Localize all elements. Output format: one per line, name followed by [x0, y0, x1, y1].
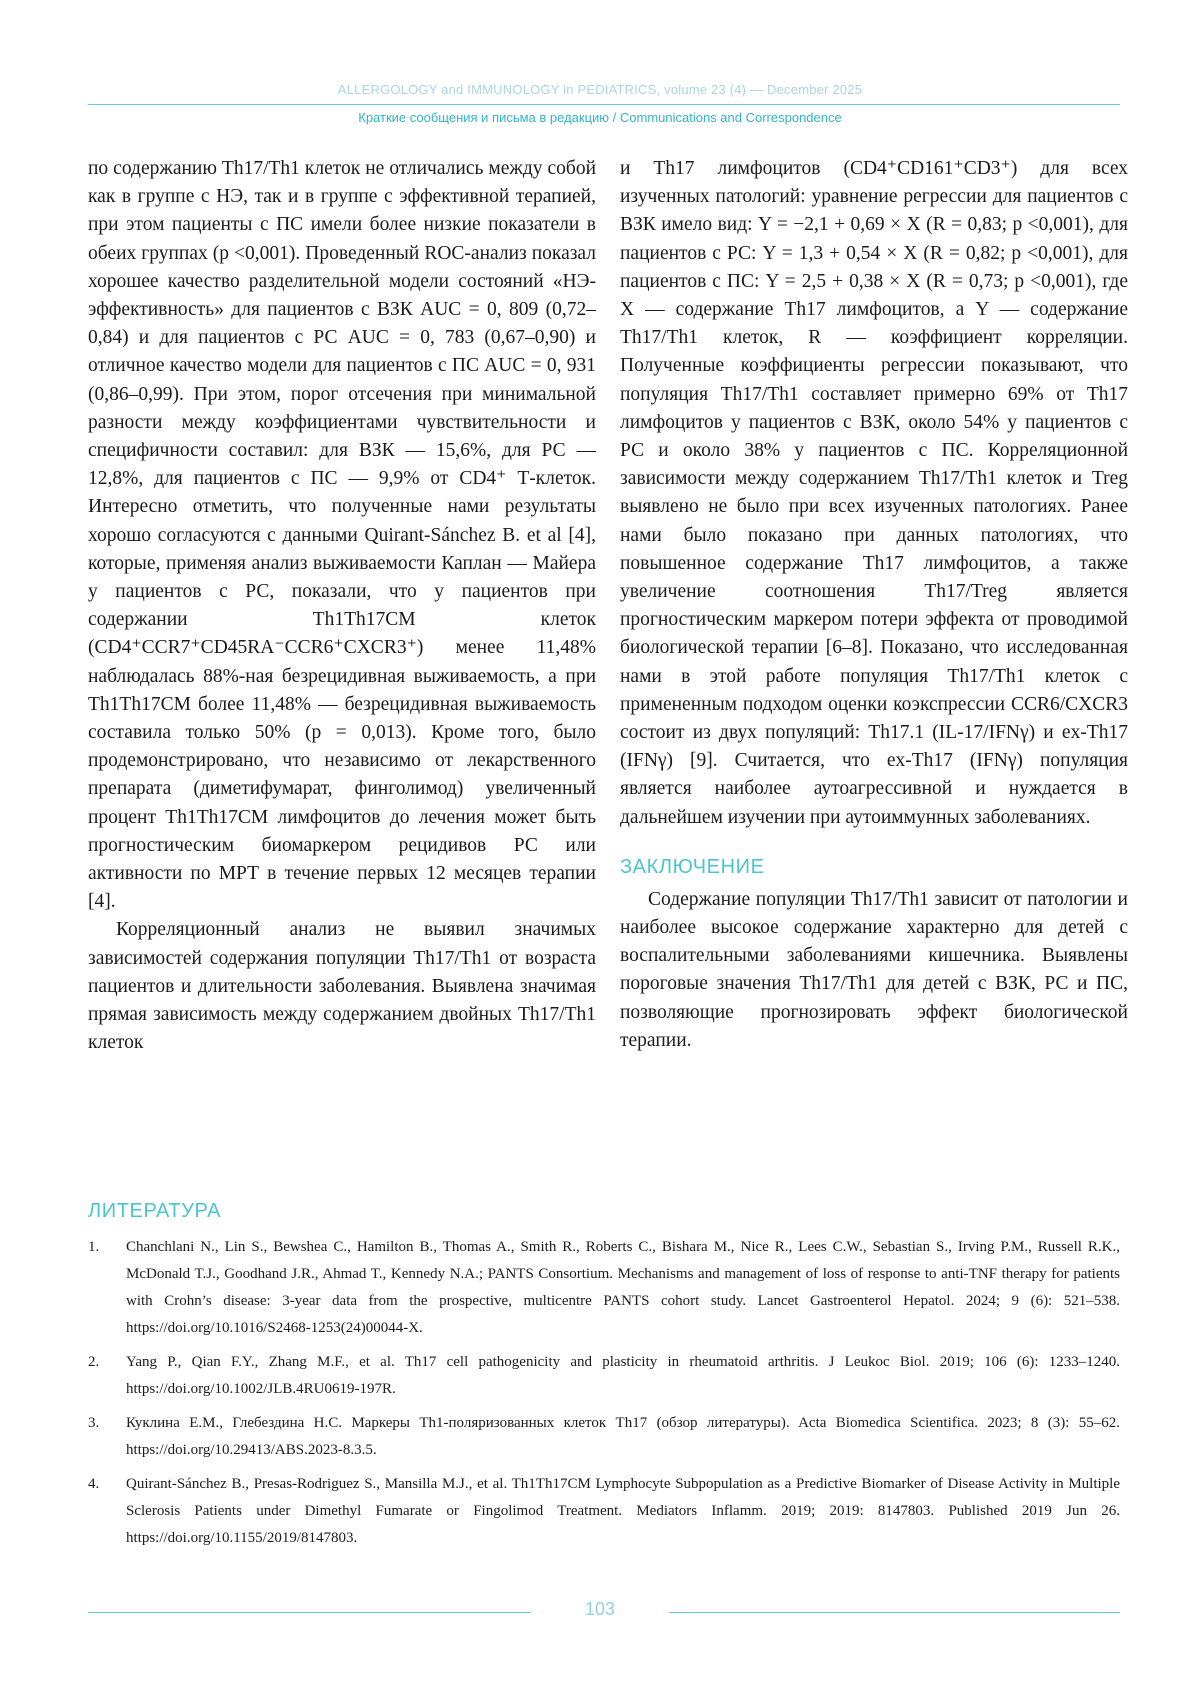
references-heading: ЛИТЕРАТУРА	[88, 1200, 222, 1222]
reference-text: Quirant-Sánchez B., Presas-Rodriguez S., Mansilla M.J., et al. Th1Th17CM Lymphocyte Subpopulation as a Predictive Biomarker of Disease Activity in Multiple Sclerosis Patients under Dimethyl Fumarate or Fingolimod Treatment. Mediators Inflamm. 2019; 2019: 8147803. Published 2019 Jun 26. https://doi.org/10.1155/2019/8147803.	[126, 1476, 1120, 1546]
page-number: 103	[584, 1599, 616, 1619]
header-divider	[88, 104, 1120, 105]
right-column	[620, 155, 1128, 1055]
section-header: Краткие сообщения и письма в редакцию / Communications and Correspondence	[358, 110, 842, 125]
body-paragraph: Корреляционный анализ не выявил значимых зависимостей содержания популяции Th17/Th1 от возраста пациентов и длительности заболевания. Выявлена значимая прямая зависимость между содержанием двойных Th17/Th1 клеток	[88, 919, 596, 1054]
reference-number: 2.	[88, 1354, 100, 1370]
reference-item	[88, 1349, 1120, 1403]
reference-text: Куклина Е.М., Глебездина Н.С. Маркеры Th1-поляризованных клеток Th17 (обзор литературы). Acta Biomedica Scientifica. 2023; 8 (3): 55–62. https://doi.org/10.29413/ABS.2023-8.3.5.	[126, 1415, 1120, 1458]
body-paragraph: по содержанию Th17/Th1 клеток не отличались между собой как в группе с НЭ, так и в группе с эффективной терапией, при этом пациенты с ПС имели более низкие показатели в обеих группах (р <0,001). Проведенный ROC-анализ показал хорошее качество разделительной модели состояний «НЭ-эффективность» для пациентов с ВЗК AUC = 0, 809 (0,72–0,84) и для пациентов с РС AUC = 0, 783 (0,67–0,90) и отличное качество модели для пациентов с ПС AUC = 0, 931 (0,86–0,99). При этом, порог отсечения при минимальной разности между коэффициентами чувствительности и специфичности составил: для ВЗК — 15,6%, для РС — 12,8%, для пациентов с ПС — 9,9% от CD4⁺ Т-клеток. Интересно отметить, что полученные нами результаты хорошо согласуются с данными Quirant-Sánchez B. et al [4], которые, применяя анализ выживаемости Каплан — Майера у пациентов с РС, показали, что у пациентов при содержании Th1Th17CM клеток (CD4⁺CCR7⁺CD45RA⁻CCR6⁺CXCR3⁺) менее 11,48% наблюдалась 88%-ная безрецидивная выживаемость, а при Th1Th17CM более 11,48% — безрецидивная выживаемость составила только 50% (р = 0,013). Кроме того, было продемонстрировано, что независимо от лекарственного препарата (диметифумарат, финголимод) увеличенный процент Th1Th17CM лимфоцитов до лечения может быть прогностическим биомаркером рецидивов РС или активности по МРТ в течение первых 12 месяцев терапии [4].	[88, 158, 596, 913]
body-paragraph: и Th17 лимфоцитов (CD4⁺CD161⁺CD3⁺) для всех изученных патологий: уравнение регрессии для пациентов с ВЗК имело вид: Y = −2,1 + 0,69 × X (R = 0,83; р <0,001), для пациентов с РС: Y = 1,3 + 0,54 × X (R = 0,82; р <0,001), для пациентов с ПС: Y = 2,5 + 0,38 × X (R = 0,73; р <0,001), где Х — содержание Th17 лимфоцитов, а Y — содержание Th17/Th1 клеток, R — коэффициент корреляции. Полученные коэффициенты регрессии показывают, что популяция Th17/Th1 составляет примерно 69% от Th17 лимфоцитов у пациентов с ВЗК, около 54% у пациентов с РС и около 38% у пациентов с ПС. Корреляционной зависимости между содержанием Th17/Th1 клеток и Treg выявлено не было при всех изученных патологиях. Ранее нами было показано при данных патологиях, что повышенное содержание Th17 лимфоцитов, а также увеличение соотношения Th17/Treg является прогностическим маркером потери эффекта от проводимой биологической терапии [6–8]. Показано, что исследованная нами в этой работе популяция Th17/Th1 клеток с примененным подходом оценки коэкспрессии CCR6/CXCR3 состоит из двух популяций: Th17.1 (IL-17/IFNγ) и ex-Th17 (IFNγ) [9]. Считается, что ex-Th17 (IFNγ) популяция является наиболее аутоагрессивной и нуждается в дальнейшем изучении при аутоиммунных заболеваниях.	[620, 158, 1128, 828]
conclusion-heading: ЗАКЛЮЧЕНИЕ	[620, 855, 765, 878]
reference-text: Yang P., Qian F.Y., Zhang M.F., et al. Th17 cell pathogenicity and plasticity in rheumatoid arthritis. J Leukoc Biol. 2019; 106 (6): 1233–1240. https://doi.org/10.1002/JLB.4RU0619-197R.	[126, 1354, 1120, 1397]
reference-list	[88, 1234, 1120, 1559]
reference-item	[88, 1410, 1120, 1464]
left-column	[88, 155, 596, 1058]
reference-number: 4.	[88, 1476, 100, 1492]
journal-header: ALLERGOLOGY and IMMUNOLOGY in PEDIATRICS, volume 23 (4) — December 2025	[337, 82, 863, 97]
reference-number: 1.	[88, 1239, 100, 1255]
reference-item	[88, 1471, 1120, 1552]
conclusion-paragraph: Содержание популяции Th17/Th1 зависит от патологии и наиболее высокое содержание характерно для детей с воспалительными заболеваниями кишечника. Выявлены пороговые значения Th17/Th1 для детей с ВЗК, РС и ПС, позволяющие прогнозировать эффект биологической терапии.	[620, 888, 1128, 1051]
reference-item	[88, 1234, 1120, 1342]
reference-number: 3.	[88, 1415, 100, 1431]
reference-text: Chanchlani N., Lin S., Bewshea C., Hamilton B., Thomas A., Smith R., Roberts C., Bishara M., Nice R., Lees C.W., Sebastian S., Irving P.M., Russell R.K., McDonald T.J., Goodhand J.R., Ahmad T., Kennedy N.A.; PANTS Consortium. Mechanisms and management of loss of response to anti-TNF therapy for patients with Crohn’s disease: 3-year data from the prospective, multicentre PANTS cohort study. Lancet Gastroenterol Hepatol. 2024; 9 (6): 521–538. https://doi.org/10.1016/S2468-1253(24)00044-X.	[126, 1239, 1120, 1336]
footer-divider-right	[669, 1612, 1120, 1613]
